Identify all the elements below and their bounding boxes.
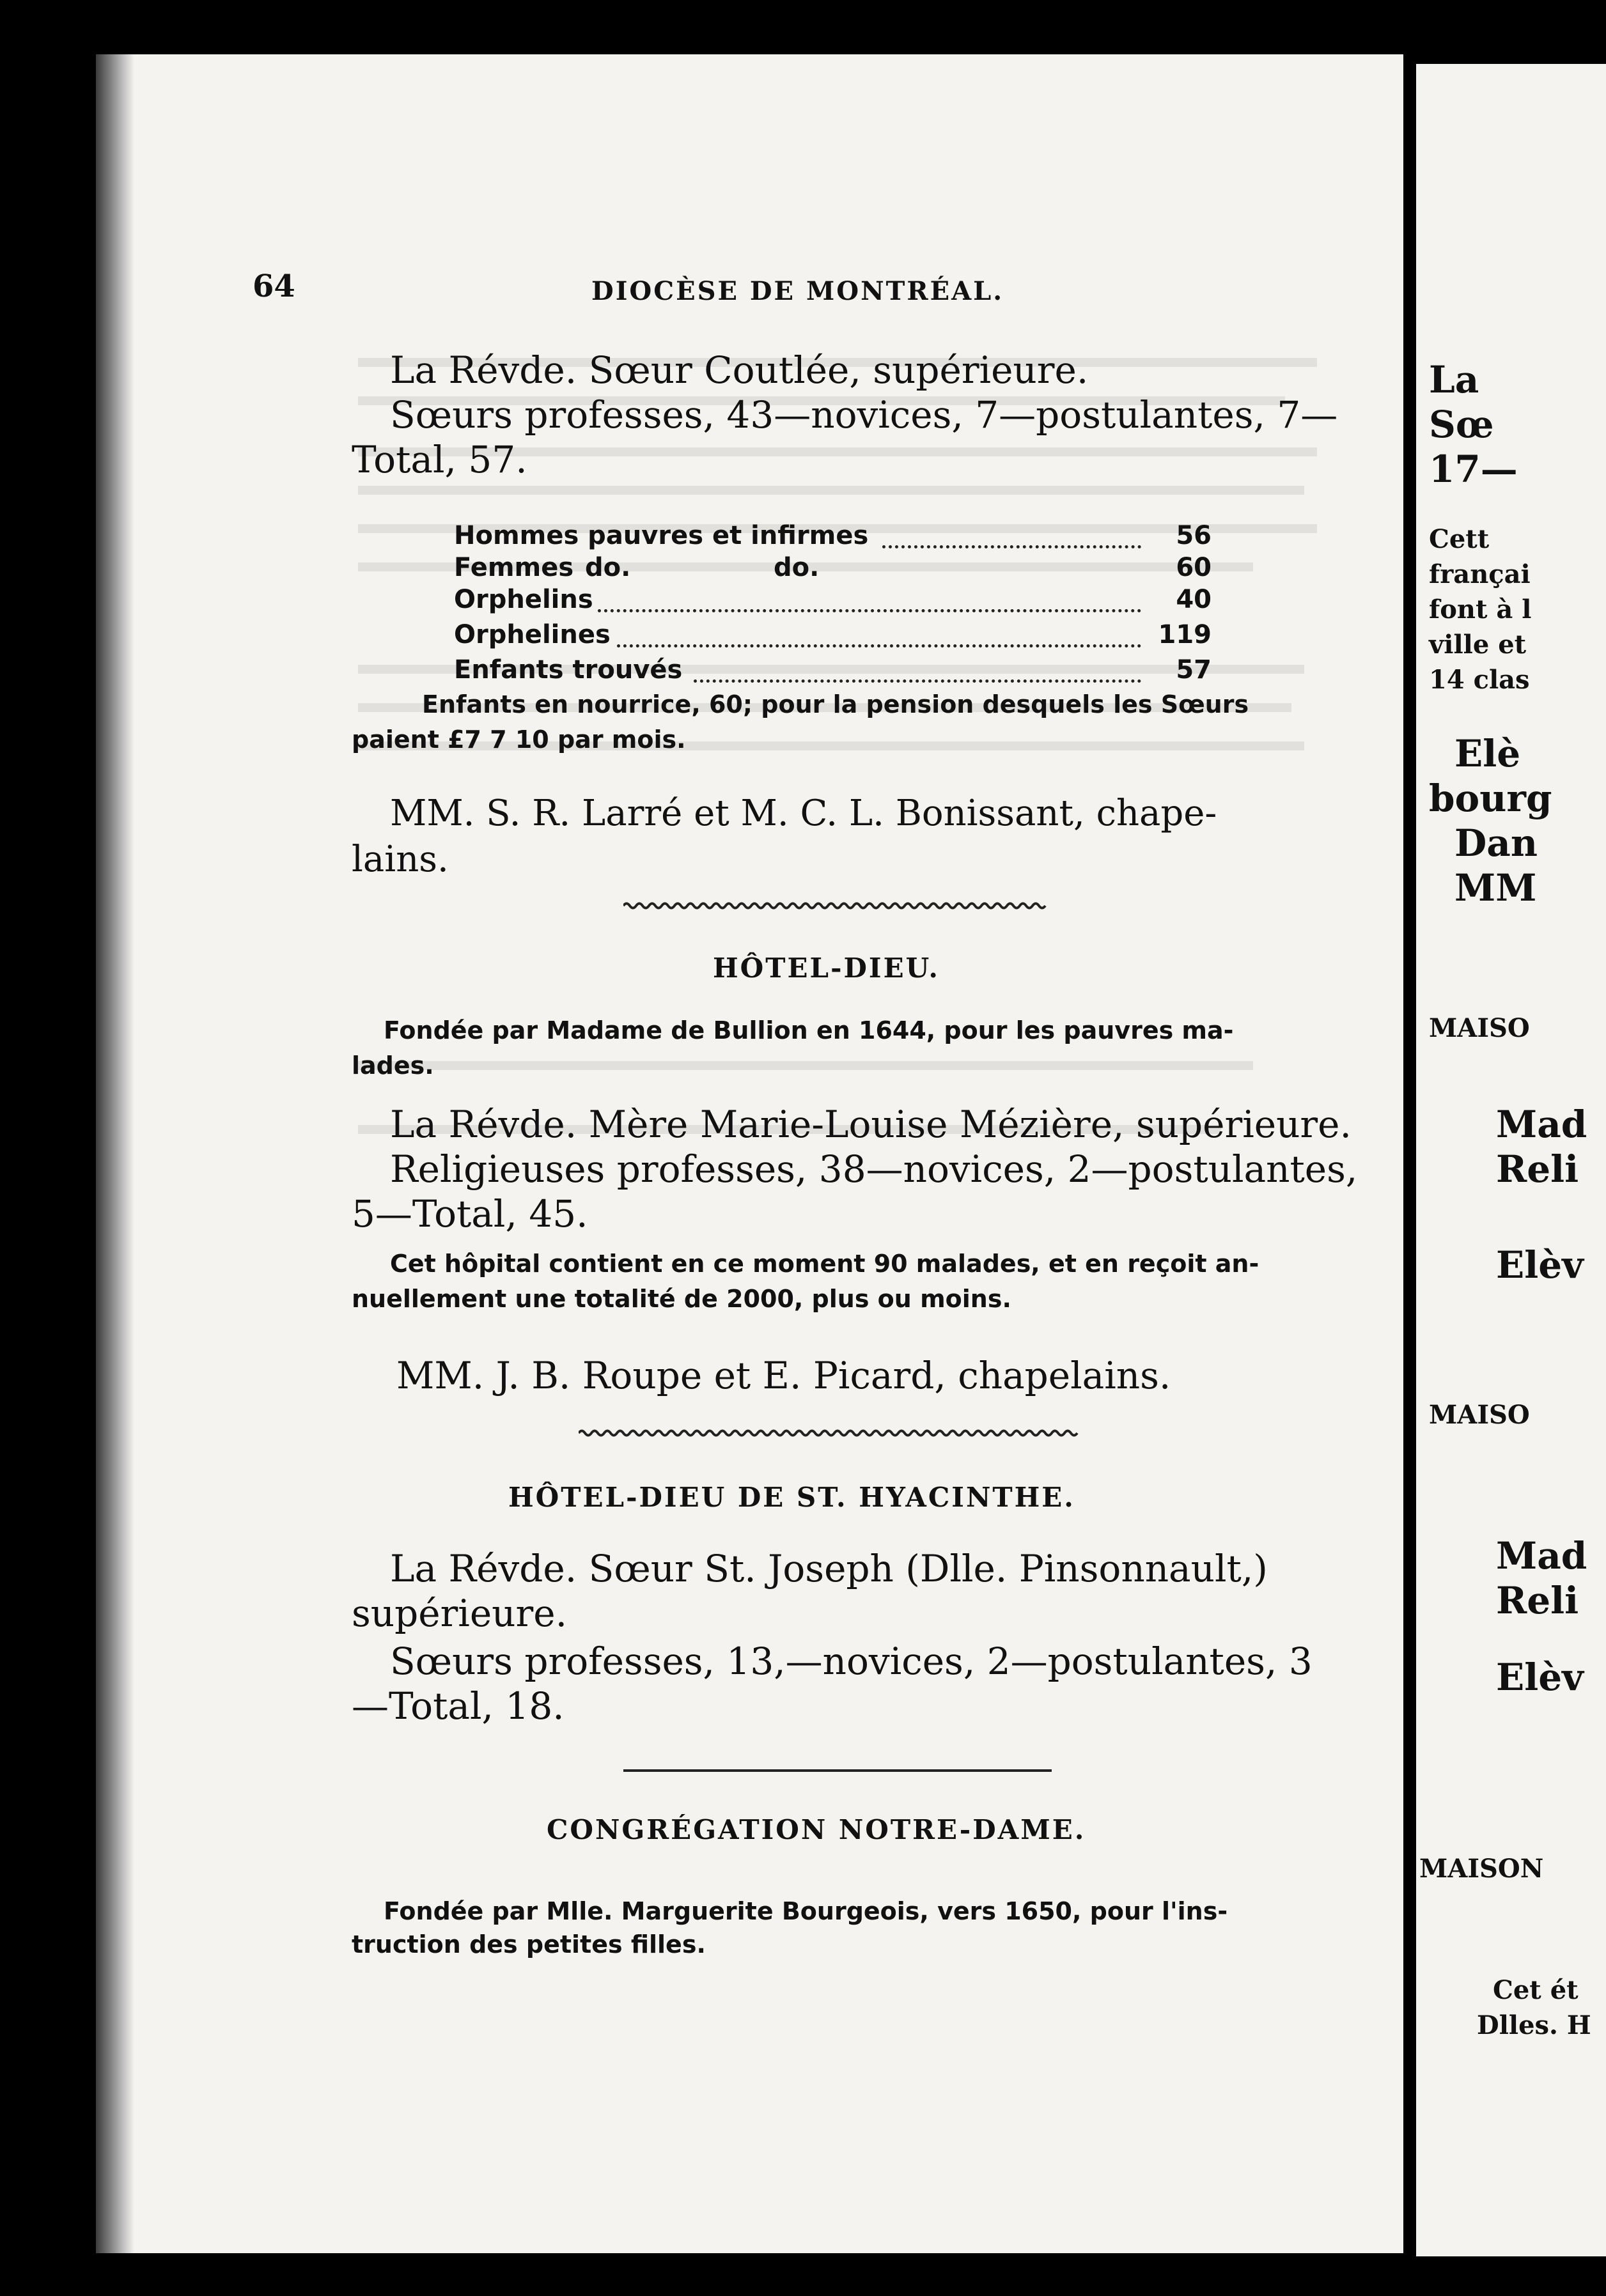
facing-page-fragment: MAISO: [1429, 1013, 1530, 1043]
stat-value: 56: [1176, 521, 1212, 550]
stat-label: Enfants trouvés: [454, 655, 683, 685]
superior-line: La Révde. Sœur Coutlée, supérieure.: [390, 348, 1089, 392]
nursing-line-1: Enfants en nourrice, 60; pour la pension desquels les Sœurs: [422, 690, 1249, 718]
members-line-2: —Total, 18.: [352, 1684, 565, 1728]
page-gutter-shadow: [96, 54, 134, 2253]
facing-page-fragment: font à l: [1429, 594, 1532, 624]
leader-dots: [617, 620, 1141, 648]
facing-page-fragment: MAISON: [1419, 1854, 1544, 1884]
stat-ditto: do.: [585, 553, 631, 582]
stat-row: [454, 553, 1212, 585]
section-title: HÔTEL-DIEU DE ST. HYACINTHE.: [508, 1482, 1075, 1513]
stat-label: Orphelins: [454, 585, 593, 614]
leader-dots: [598, 585, 1141, 612]
facing-page: [1416, 64, 1606, 2256]
wavy-divider: [623, 901, 1049, 910]
stat-label: Hommes pauvres et infirmes: [454, 521, 869, 550]
facing-page-fragment: Reli: [1496, 1147, 1579, 1191]
leader-dots: [694, 655, 1141, 683]
superior-line-1: La Révde. Sœur St. Joseph (Dlle. Pinsonnault,): [390, 1547, 1268, 1590]
founded-line-2: lades.: [352, 1051, 434, 1080]
facing-page-fragment: 17—: [1429, 447, 1518, 491]
stat-row: [454, 620, 1212, 652]
members-line-1: Sœurs professes, 13,—novices, 2—postulantes, 3: [390, 1640, 1313, 1683]
hospital-line-1: Cet hôpital contient en ce moment 90 malades, et en reçoit an-: [390, 1250, 1259, 1278]
stat-label: Orphelines: [454, 620, 611, 649]
hospital-line-2: nuellement une totalité de 2000, plus ou moins.: [352, 1285, 1011, 1313]
section-title: HÔTEL-DIEU.: [713, 952, 940, 984]
founded-line-1: Fondée par Mlle. Marguerite Bourgeois, vers 1650, pour l'ins-: [384, 1897, 1228, 1925]
facing-page-fragment: Cet ét: [1493, 1975, 1579, 2005]
facing-page-fragment: Mad: [1496, 1103, 1587, 1146]
nursing-line-2: paient £7 7 10 par mois.: [352, 725, 686, 754]
superior-line-2: supérieure.: [352, 1592, 568, 1635]
chaplains-line: MM. J. B. Roupe et E. Picard, chapelains.: [396, 1354, 1171, 1397]
facing-page-fragment: ville et: [1429, 630, 1527, 660]
chaplains-line-2: lains.: [352, 839, 449, 880]
section-title: CONGRÉGATION NOTRE-DAME.: [547, 1814, 1086, 1845]
divider-rule: [623, 1769, 1052, 1772]
members-line-1: Religieuses professes, 38—novices, 2—postulantes,: [390, 1147, 1358, 1191]
facing-page-fragment: Sœ: [1429, 403, 1494, 446]
page-number: 64: [253, 268, 295, 304]
members-line-2: Total, 57.: [352, 438, 527, 481]
facing-page-fragment: MAISO: [1429, 1400, 1530, 1430]
facing-page-fragment: Elè: [1454, 732, 1521, 775]
wavy-divider: [579, 1429, 1084, 1438]
stat-value: 57: [1176, 655, 1212, 685]
chaplains-line-1: MM. S. R. Larré et M. C. L. Bonissant, chape-: [390, 793, 1217, 834]
facing-page-fragment: Elèv: [1496, 1656, 1584, 1699]
facing-page-fragment: Reli: [1496, 1579, 1579, 1622]
facing-page-fragment: Elèv: [1496, 1243, 1584, 1287]
founded-line-1: Fondée par Madame de Bullion en 1644, pour les pauvres ma-: [384, 1016, 1234, 1044]
facing-page-fragment: bourg: [1429, 777, 1552, 820]
facing-page-fragment: Mad: [1496, 1534, 1587, 1578]
facing-page-fragment: La: [1429, 358, 1479, 401]
members-line-1: Sœurs professes, 43—novices, 7—postulantes, 7—: [390, 393, 1338, 437]
facing-page-fragment: Dlles. H: [1477, 2010, 1591, 2040]
superior-line: La Révde. Mère Marie-Louise Mézière, supérieure.: [390, 1103, 1352, 1146]
stat-value: 119: [1158, 620, 1212, 649]
facing-page-fragment: 14 clas: [1429, 665, 1530, 695]
facing-page-fragment: françai: [1429, 559, 1531, 589]
running-head: DIOCÈSE DE MONTRÉAL.: [591, 276, 1004, 306]
stat-row: [454, 521, 1212, 553]
stat-ditto: do.: [774, 553, 820, 582]
stat-value: 40: [1176, 585, 1212, 614]
facing-page-fragment: Cett: [1429, 524, 1490, 554]
facing-page-fragment: MM: [1454, 866, 1537, 910]
stat-value: 60: [1176, 553, 1212, 582]
stat-row: [454, 585, 1212, 617]
stat-label: Femmes: [454, 553, 574, 582]
members-line-2: 5—Total, 45.: [352, 1192, 588, 1236]
page-header: [253, 268, 1327, 313]
leader-dots: [882, 521, 1141, 548]
facing-page-fragment: Dan: [1454, 821, 1538, 865]
stat-row: [454, 655, 1212, 687]
founded-line-2: truction des petites filles.: [352, 1930, 706, 1959]
